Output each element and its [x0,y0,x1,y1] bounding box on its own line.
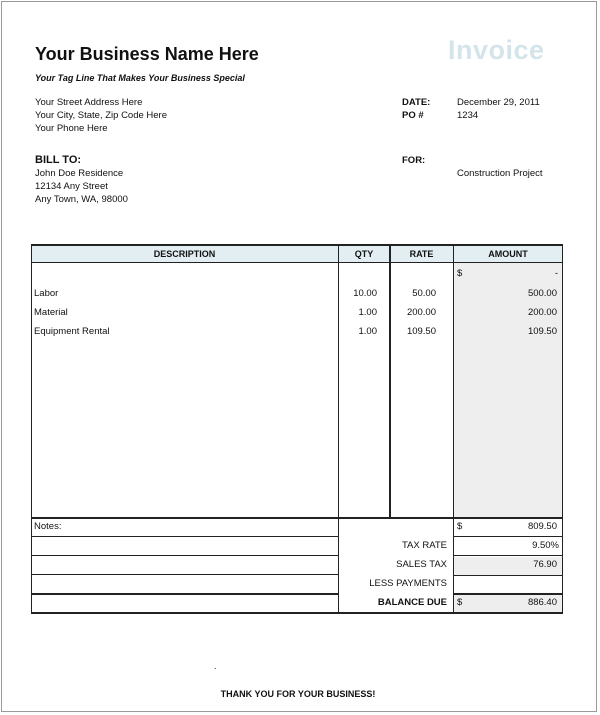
footer-dot: . [214,661,217,671]
notes-line-4 [31,593,338,595]
balance-currency: $ [457,597,463,608]
table-right-border [562,244,563,614]
taxrate-bottom-line [453,555,563,556]
col-divider-qty [389,244,391,517]
item-rate: 200.00 [406,307,436,318]
for-value: Construction Project [457,168,543,179]
date-label: DATE: [402,97,431,108]
item-rate: 109.50 [406,326,436,337]
balance-due-label: BALANCE DUE [377,597,447,608]
header-amount: AMOUNT [488,249,528,259]
salestax-bottom-line [453,575,563,576]
first-row-currency: $ [457,268,463,279]
col-divider-desc [338,244,339,517]
table-header-row [31,244,563,263]
bill-to-city: Any Town, WA, 98000 [35,194,128,205]
bill-to-street: 12134 Any Street [35,181,108,192]
invoice-title: Invoice [448,35,545,65]
tax-rate-value: 9.50% [532,540,559,551]
amount-column-shade [453,263,563,517]
bill-to-name: John Doe Residence [35,168,124,179]
lesspay-bottom-line [453,593,563,595]
subtotal-value: 809.50 [527,521,557,532]
balance-due-value: 886.40 [527,597,557,608]
for-label: FOR: [402,155,426,166]
po-label: PO # [402,110,424,121]
business-phone: Your Phone Here [35,123,108,134]
item-rate: 50.00 [412,288,436,299]
business-street: Your Street Address Here [35,97,143,108]
item-amount: 109.50 [527,326,557,337]
tax-rate-label: TAX RATE [401,540,447,551]
item-amount: 500.00 [527,288,557,299]
po-number: 1234 [457,110,479,121]
sales-tax-value: 76.90 [533,559,557,570]
footer-thanks: THANK YOU FOR YOUR BUSINESS! [220,689,376,699]
item-amount: 200.00 [527,307,557,318]
item-description: Labor [34,288,59,299]
bill-to-label: BILL TO: [35,154,82,166]
notes-line-3 [31,574,338,575]
item-qty: 1.00 [358,326,377,337]
notes-line-1 [31,536,338,537]
item-description: Material [34,307,68,318]
subtotal-bottom-line [453,536,563,537]
notes-label: Notes: [34,521,62,532]
notes-line-2 [31,555,338,556]
summary-bottom-border [31,612,563,614]
less-payments-label: LESS PAYMENTS [369,578,447,589]
header-description: DESCRIPTION [153,249,216,259]
item-qty: 10.00 [353,288,377,299]
item-description: Equipment Rental [34,326,110,337]
first-row-amount: - [554,268,558,279]
business-tagline: Your Tag Line That Makes Your Business Special [35,73,245,83]
business-name: Your Business Name Here [35,44,259,64]
business-city: Your City, State, Zip Code Here [35,110,168,121]
table-left-border [31,244,32,614]
summary-top-border [31,517,563,519]
subtotal-currency: $ [457,521,463,532]
invoice-date: December 29, 2011 [457,97,540,108]
item-qty: 1.00 [358,307,377,318]
header-rate: RATE [409,249,434,259]
sales-tax-label: SALES TAX [396,559,447,570]
header-qty: QTY [354,249,374,259]
invoice-items-table [31,244,563,614]
